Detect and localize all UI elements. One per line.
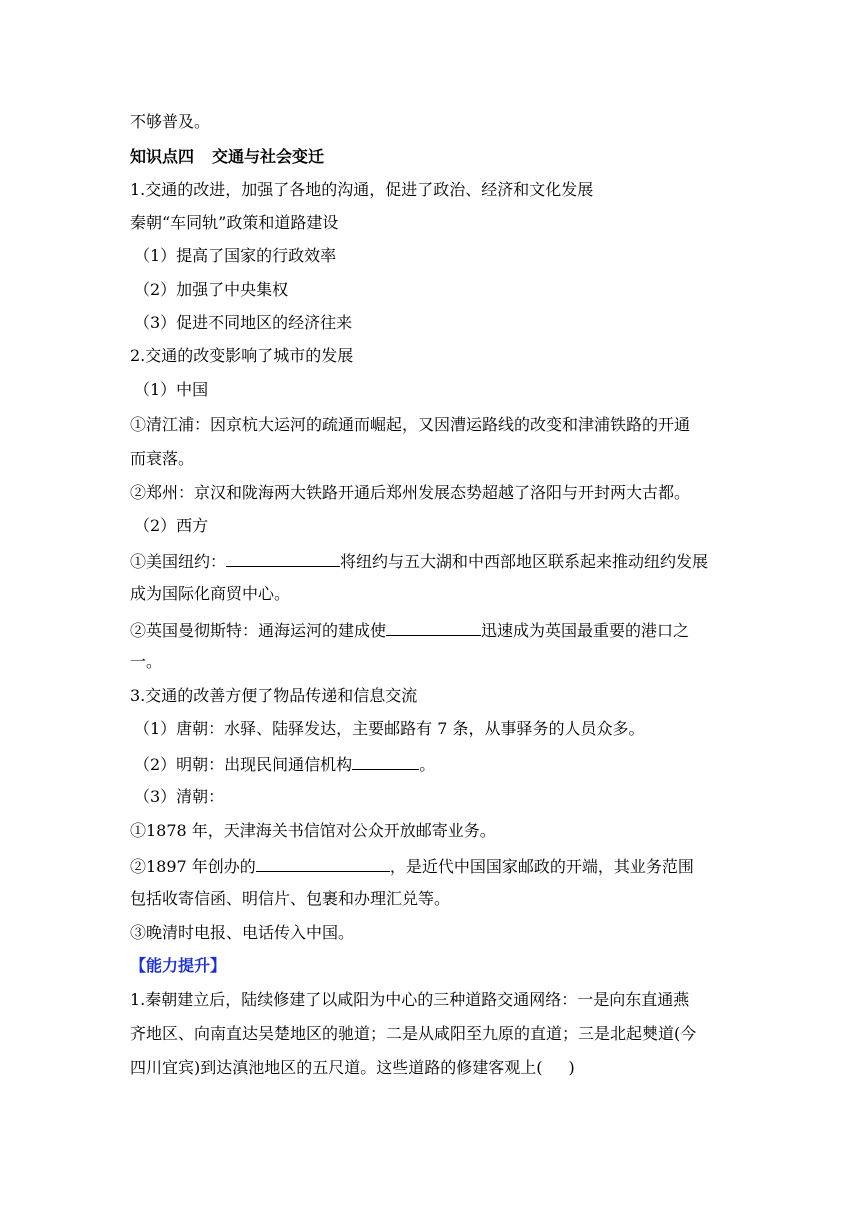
section-heading — [130, 147, 324, 167]
text-segment: ①美国纽约： — [130, 552, 227, 571]
text-line: ②郑州：京汉和陇海两大铁路开通后郑州发展态势超越了洛阳与开封两大古都。 — [130, 483, 691, 502]
ability-heading: 【能力提升】 — [130, 956, 227, 975]
text-segment: ②1897 年创办的 — [130, 857, 256, 876]
text-segment: 将纽约与五大湖和中西部地区联系起来推动纽约发展 — [340, 552, 709, 571]
text-line: 1.交通的改进，加强了各地的沟通，促进了政治、经济和文化发展 — [130, 180, 594, 199]
text-line: ①1878 年，天津海关书信馆对公众开放邮寄业务。 — [130, 821, 496, 840]
text-segment: （2）明朝：出现民间通信机构 — [134, 755, 353, 774]
text-line: 成为国际化商贸中心。 — [130, 584, 291, 603]
text-line — [134, 753, 435, 775]
fill-blank[interactable] — [226, 550, 340, 567]
text-segment: ②英国曼彻斯特：通海运河的建成使 — [130, 621, 387, 640]
question-line — [130, 1058, 575, 1078]
text-segment: 四川宜宾)到达滇池地区的五尺道。这些道路的修建客观上( — [130, 1058, 543, 1077]
fill-blank[interactable] — [386, 619, 481, 636]
text-line: 不够普及。 — [130, 112, 211, 131]
fill-blank[interactable] — [352, 753, 419, 770]
text-line: （2）西方 — [134, 516, 209, 535]
text-line: （1）提高了国家的行政效率 — [134, 246, 337, 265]
text-line: 秦朝“车同轨”政策和道路建设 — [130, 213, 339, 232]
text-line: （3）促进不同地区的经济往来 — [134, 313, 353, 332]
text-line: 一。 — [130, 652, 163, 671]
text-line: （3）清朝： — [134, 787, 225, 806]
text-segment: 。 — [419, 755, 436, 774]
text-segment: 迅速成为英国最重要的港口之 — [481, 621, 690, 640]
section-number: 知识点四 — [130, 147, 195, 166]
text-line: ①清江浦：因京杭大运河的疏通而崛起，又因漕运路线的改变和津浦铁路的开通 — [130, 415, 691, 434]
text-line — [130, 550, 708, 572]
text-line — [130, 619, 689, 641]
text-line: 包括收寄信函、明信片、包裹和办理汇兑等。 — [130, 889, 451, 908]
section-title: 交通与社会变迁 — [212, 147, 325, 166]
text-segment: ) — [568, 1058, 575, 1077]
fill-blank[interactable] — [256, 855, 390, 872]
text-line: （2）加强了中央集权 — [134, 280, 289, 299]
text-line: ③晚清时电报、电话传入中国。 — [130, 923, 355, 942]
text-segment: ，是近代中国国家邮政的开端，其业务范围 — [389, 857, 694, 876]
question-line: 1.秦朝建立后，陆续修建了以咸阳为中心的三种道路交通网络：一是向东直通燕 — [130, 990, 690, 1009]
question-line: 齐地区、向南直达吴楚地区的驰道；二是从咸阳至九原的直道；三是北起僰道(今 — [130, 1024, 697, 1043]
text-line: 3.交通的改善方便了物品传递和信息交流 — [130, 686, 418, 705]
text-line: 2.交通的改变影响了城市的发展 — [130, 346, 354, 365]
text-line: 而衰落。 — [130, 449, 195, 468]
text-line — [130, 855, 694, 877]
text-line: （1）中国 — [134, 380, 209, 399]
text-line: （1）唐朝：水驿、陆驿发达，主要邮路有 7 条，从事驿务的人员众多。 — [134, 719, 645, 738]
